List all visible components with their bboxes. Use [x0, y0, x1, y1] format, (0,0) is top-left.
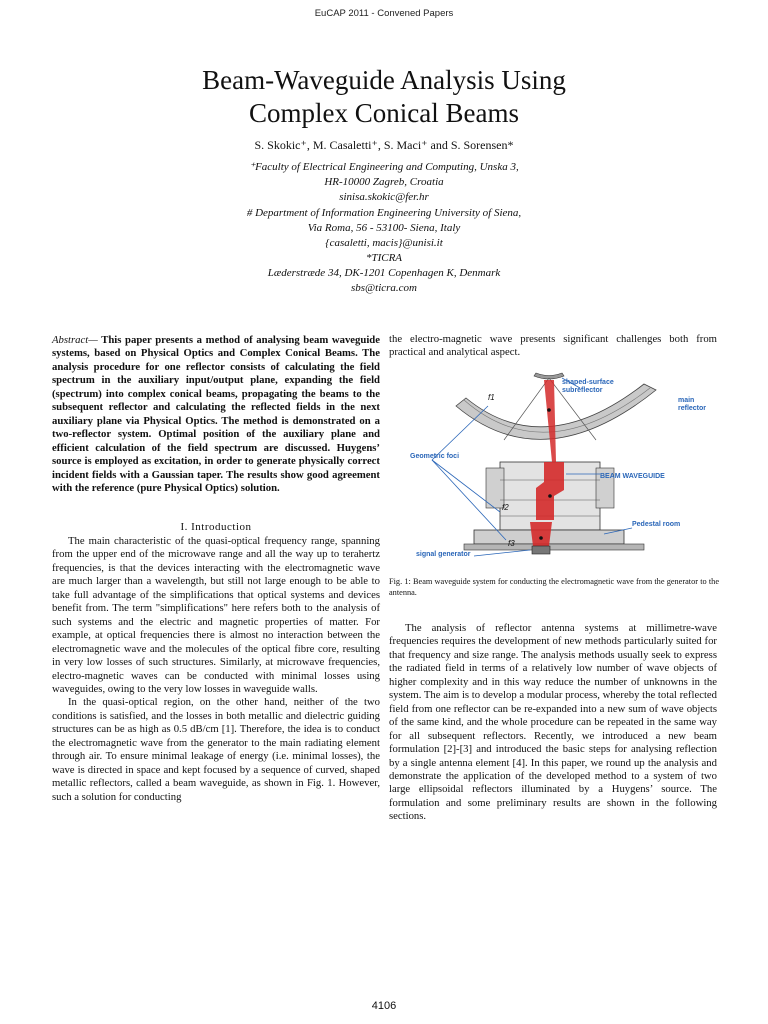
label-pedestal-room: Pedestal room [632, 521, 681, 528]
affiliation-zagreb [84, 160, 684, 205]
affiliation-line: *TICRA [365, 252, 403, 264]
focus-f3 [539, 536, 543, 540]
section-heading-introduction: I. Introduction [180, 521, 252, 533]
affiliation-line: HR-10000 Zagreb, Croatia [324, 176, 444, 188]
abstract [52, 334, 380, 495]
focus-f2 [548, 494, 552, 498]
affiliation-line: Via Roma, 56 - 53100- Siena, Italy [307, 222, 461, 234]
affiliation-email: sbs@ticra.com [350, 282, 418, 294]
label-main-reflector: main reflector [678, 397, 707, 412]
pointer-line [474, 550, 530, 556]
pointer-line [432, 406, 488, 460]
focus-f1 [547, 408, 551, 412]
tower-wing [486, 468, 504, 508]
right-column-body [389, 622, 717, 824]
title-line-1: Beam-Waveguide Analysis Using [202, 65, 566, 95]
beam-waveguide-diagram [404, 370, 724, 570]
label-geometric-foci: Geometric foci [410, 453, 460, 460]
right-paragraph: The analysis of reflector antenna systems at millimetre-wave frequencies requires the development of new methods particularly suited for that frequency and size range. The analysis methods usually seek to express the radiated field in terms of a relatively low number of wave objects of higher complexity and in this way reduce the number of unknowns in the system. The aim is to develop a modular process, whereby the total reflected field from one reflector can be re-expanded into a new sum of wave objects of the same kind, and the whole procedure can be repeated in the same way for all subsequent reflectors. Recently, we introduced a new beam formulation [2]-[3] and introduced the basic steps for analysing reflection by a single antenna element [4]. In this paper, we round up the analysis and demonstrate the application of the developed method to a system of two large ellipsoidal reflectors illuminated by a Huygens’ source. The formulation and some preliminary results are shown in the following sections. [389, 622, 717, 823]
affiliation-line: # Department of Information Engineering University of Siena, [246, 207, 522, 219]
affiliation-line: Læderstræde 34, DK-1201 Copenhagen K, Denmark [267, 267, 501, 279]
signal-generator-box [532, 546, 550, 554]
beam-bottom [530, 522, 552, 546]
page-number: 4106 [371, 1000, 397, 1012]
label-signal-generator: signal generator [416, 551, 471, 558]
label-f1: f1 [488, 393, 495, 402]
figure-caption: Fig. 1: Beam waveguide system for conducting the electromagnetic wave from the generator to the antenna. [389, 577, 719, 597]
title-line-2: Complex Conical Beams [249, 98, 519, 128]
intro-paragraph-2: In the quasi-optical region, on the other hand, neither of the two conditions is satisfied, and the losses in both metallic and dielectric guiding structures can be as high as 0.5 dB/cm [1]. Therefore, the idea is to conduct the electromagnetic wave from the generator to the main radiating element through air. To ensure minimal leakage of energy (i.e. minimal losses), the wave is directed in space and kept focused by a sequence of curved, shaped metallic reflectors, called a beam waveguide, as shown in Fig. 1. However, such a solution for conducting [52, 696, 380, 803]
affiliation-email: {casaletti, macis}@unisi.it [325, 237, 443, 249]
label-beam-waveguide: BEAM WAVEGUIDE [600, 473, 665, 480]
paper-title [84, 64, 684, 130]
beam-top [544, 380, 556, 462]
introduction-body [52, 535, 380, 804]
conference-header: EuCAP 2011 - Convened Papers [314, 8, 454, 19]
figure-beam-waveguide [404, 370, 724, 570]
abstract-text: This paper presents a method of analysing beam waveguide systems, based on Physical Optics and Complex Conical Beams. The analysis procedure for one reflector consists of calculating the field spectrum in the auxiliary input/output plane, expanding the field (spectrum) into complex conical beams, propagating the beams to the subsequent reflector and calculating the reflected fields in the next auxiliary plane via Physical Optics. The method is demonstrated on a two-reflector system. Optimal position of the auxiliary plane and efficient calculation of the field spectrum are discussed. Huygens’ source is employed as excitation, in order to generate physically correct incident fields with a Gaussian taper. The results show good agreement with the reference (pure Physical Optics) solution. [52, 334, 380, 494]
continued-paragraph: the electro-magnetic wave presents significant challenges both from practical and analytical aspect. [389, 333, 717, 359]
label-f2: f2 [502, 503, 509, 512]
base-plate [464, 544, 644, 550]
intro-paragraph-1: The main characteristic of the quasi-optical frequency range, spanning from the upper end of the microwave range and all the way up to terahertz frequencies, is that the devices interacting with the electromagnetic wave are much larger than a wavelength, but still not large enough to be able to take full advantage of the simplifications that optical systems and devices benefit from. The term "simplifications" here refers both to the analysis of such systems and the electric and magnetic properties of matter. For example, at optical frequencies there is almost no interaction between the electromagnetic wave and the molecules of the optical fibre core, resulting in very low losses of such structures. Similarly, at microwave frequencies, electro-magnetic waves can be conducted with minimal losses using waveguides, owing to the very low losses in waveguide walls. [52, 535, 380, 695]
label-f3: f3 [508, 539, 515, 548]
affiliation-line: ⁺Faculty of Electrical Engineering and Computing, Unska 3, [249, 161, 519, 173]
affiliation-ticra [84, 251, 684, 296]
abstract-lead: Abstract— [52, 334, 98, 346]
author-list: S. Skokic⁺, M. Casaletti⁺, S. Maci⁺ and S. Sorensen* [254, 138, 514, 152]
label-subreflector: shaped-surface subreflector [562, 379, 614, 394]
affiliation-siena [84, 206, 684, 251]
affiliation-email: sinisa.skokic@fer.hr [339, 191, 429, 203]
main-reflector-dish [456, 384, 656, 439]
